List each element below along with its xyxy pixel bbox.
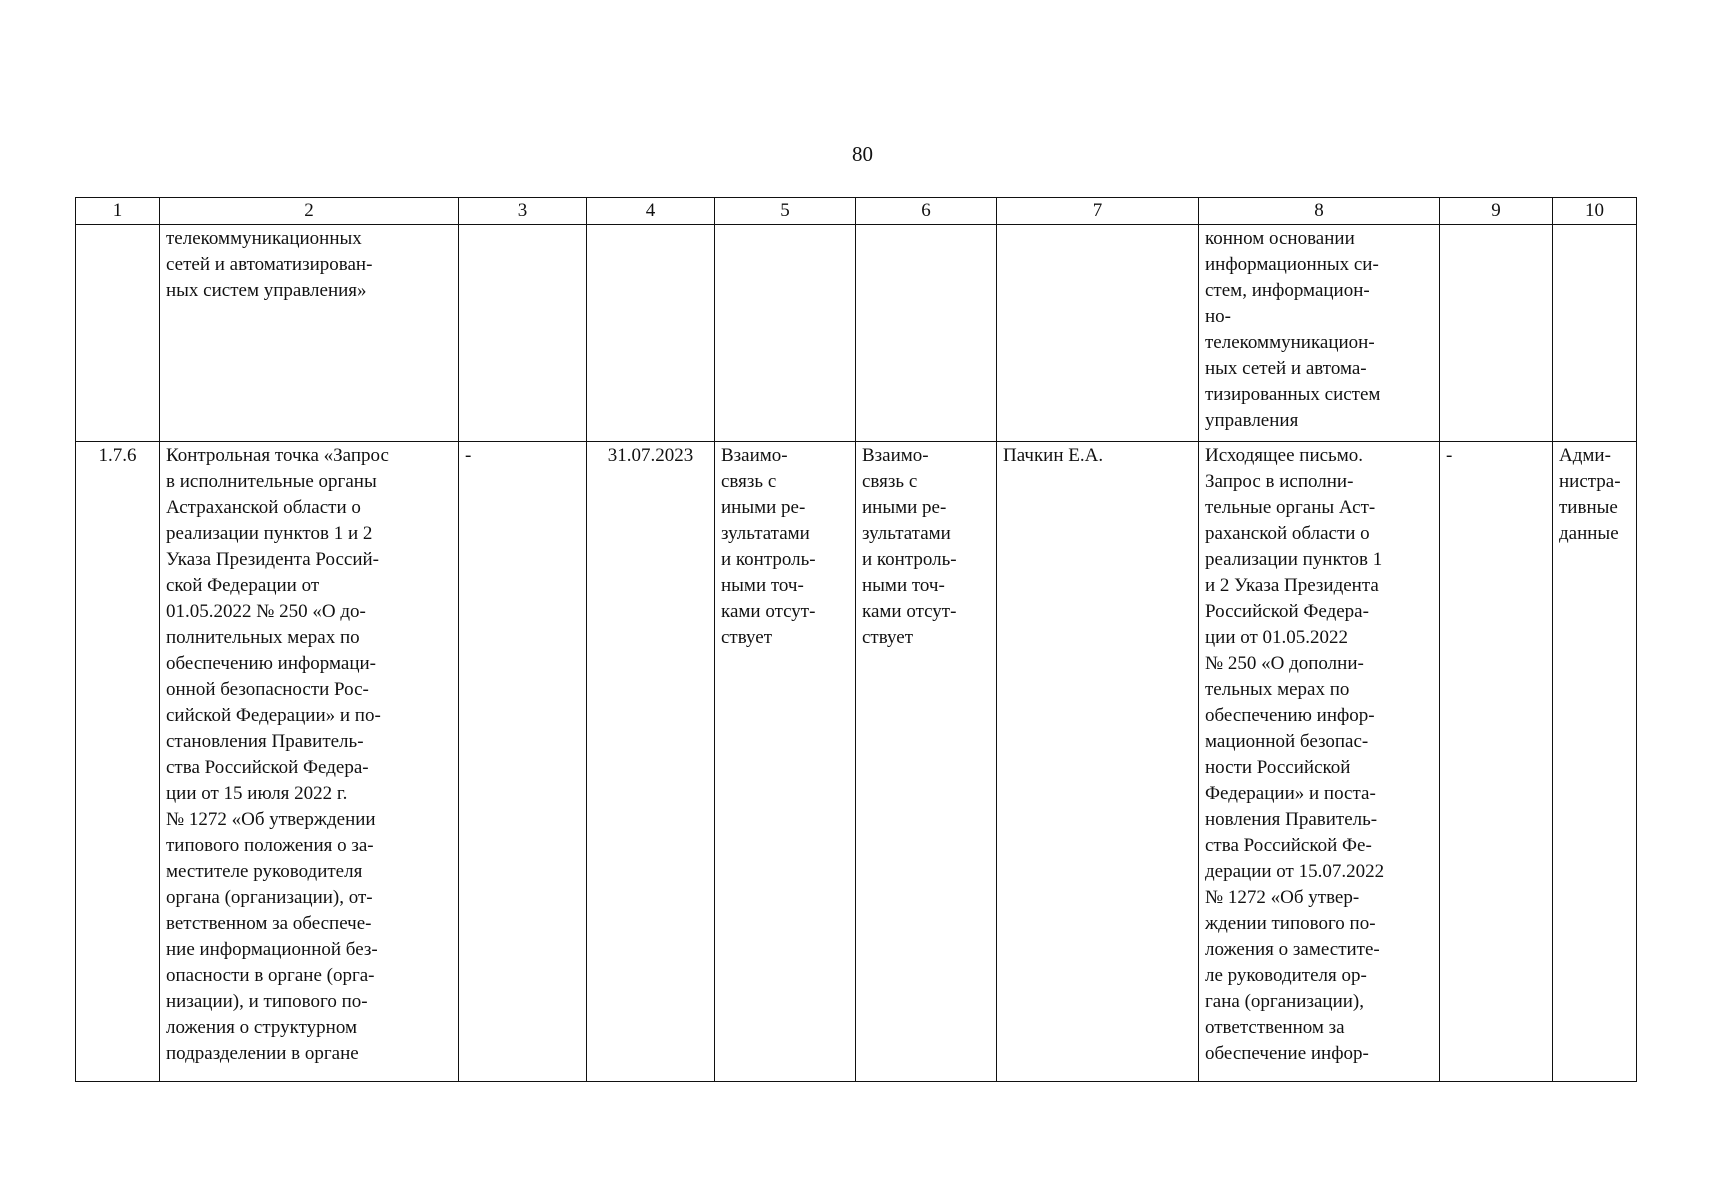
page-number: 80 (852, 142, 873, 166)
cell-number: 1.7.6 (76, 442, 160, 1082)
cell-relation-6 (856, 225, 997, 442)
cell-name: Контрольная точка «Запрос в исполнительные органы Астраханской области о реализации пунктов 1 и 2 Указа Президента Россий- ской Федерации от 01.05.2022 № 250 «О до- полнительных мерах по обеспечению информаци- онной безопасности Рос- сийской Федерации» и по- становления Правитель- ства Российской Федера- ции от 15 июля 2022 г. № 1272 «Об утверждении типового положения о за- местителе руководителя органа (организации), от- ветственном за обеспече- ние информационной без- опасности в органе (орга- низации), и типового по- ложения о структурном подразделении в органе (160, 442, 459, 1082)
cell-source: Адми- нистра- тивные данные (1553, 442, 1637, 1082)
cell-responsible: Пачкин Е.А. (997, 442, 1199, 1082)
cell-result: Исходящее письмо. Запрос в исполни- тельные органы Аст- раханской области о реализации пунктов 1 и 2 Указа Президента Российской Федера- ции от 01.05.2022 № 250 «О дополни- тельных мерах по обеспечению инфор- мационной безопас- ности Российской Федерации» и поста- новления Правитель- ства Российской Фе- дерации от 15.07.2022 № 1272 «Об утвер- ждении типового по- ложения о заместите- ле руководителя ор- гана (организации), ответственном за обеспечение инфор- (1199, 442, 1440, 1082)
cell-col9 (1440, 225, 1553, 442)
table-row (76, 225, 1637, 442)
cell-col9: - (1440, 442, 1553, 1082)
cell-number (76, 225, 160, 442)
cell-col3 (459, 225, 587, 442)
cell-date: 31.07.2023 (587, 442, 715, 1082)
column-header-7: 7 (997, 198, 1199, 225)
cell-responsible (997, 225, 1199, 442)
column-header-5: 5 (715, 198, 856, 225)
cell-relation-5: Взаимо- связь с иными ре- зультатами и контроль- ными точ- ками отсут- ствует (715, 442, 856, 1082)
cell-col3: - (459, 442, 587, 1082)
column-header-6: 6 (856, 198, 997, 225)
column-header-3: 3 (459, 198, 587, 225)
column-header-4: 4 (587, 198, 715, 225)
cell-relation-5 (715, 225, 856, 442)
cell-date (587, 225, 715, 442)
column-header-10: 10 (1553, 198, 1637, 225)
column-header-9: 9 (1440, 198, 1553, 225)
cell-result: конном основании информационных си- стем, информацион- но- телекоммуникацион- ных сетей и автома- тизированных систем управления (1199, 225, 1440, 442)
cell-relation-6: Взаимо- связь с иными ре- зультатами и контроль- ными точ- ками отсут- ствует (856, 442, 997, 1082)
column-header-2: 2 (160, 198, 459, 225)
column-number-row (76, 198, 1637, 225)
document-table (75, 197, 1637, 1082)
column-header-8: 8 (1199, 198, 1440, 225)
table-row (76, 442, 1637, 1082)
column-header-1: 1 (76, 198, 160, 225)
cell-name: телекоммуникационных сетей и автоматизирован- ных систем управления» (160, 225, 459, 442)
cell-source (1553, 225, 1637, 442)
